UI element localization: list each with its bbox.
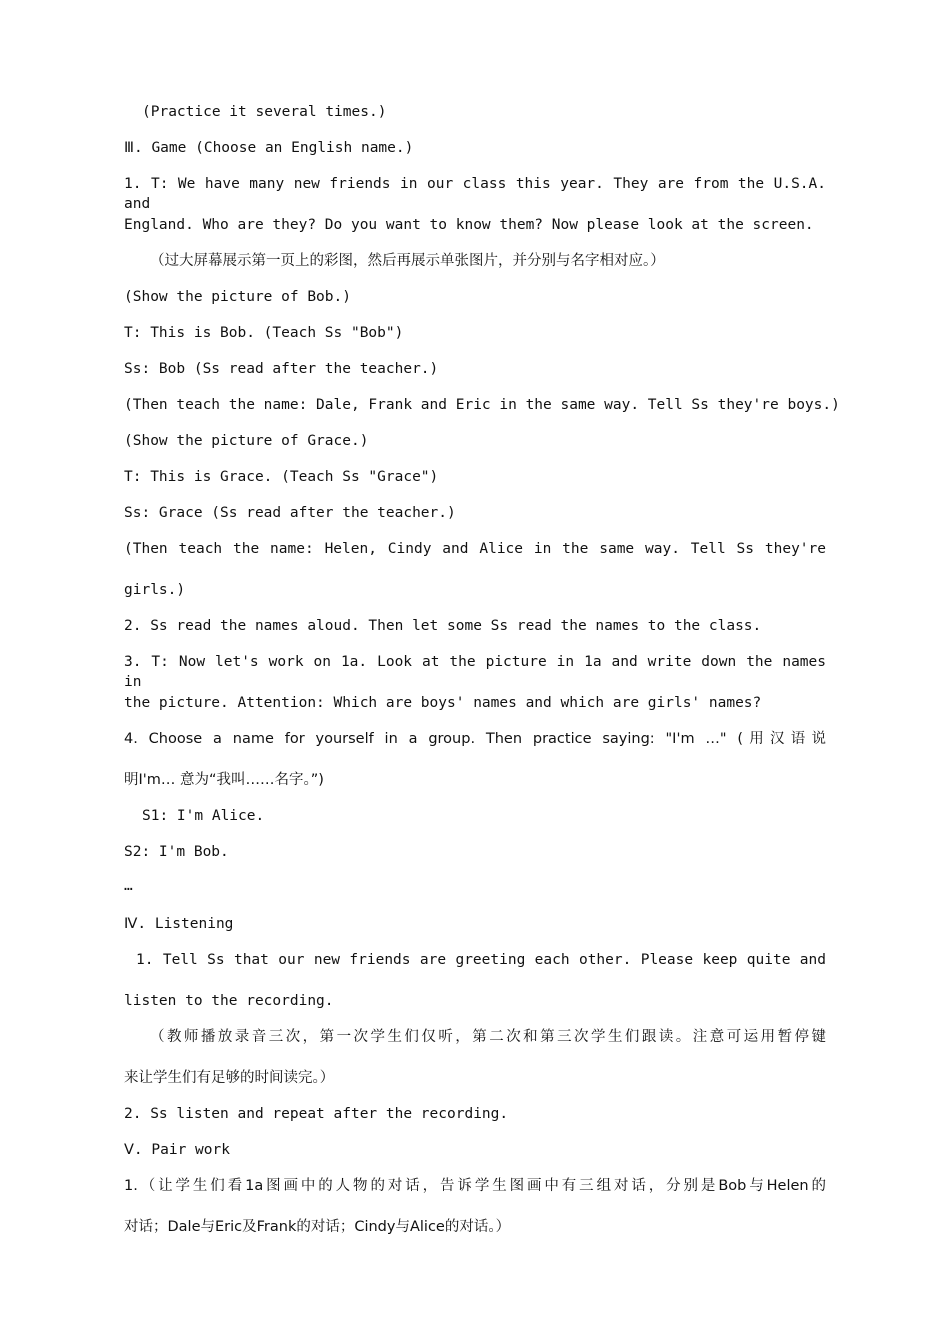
text-line: (Practice it several times.) xyxy=(142,104,387,120)
text-line: Ss: Grace (Ss read after the teacher.) xyxy=(124,505,456,521)
text-line: England. Who are they? Do you want to know them? Now please look at the screen. xyxy=(124,217,814,233)
text-line: 1. T: We have many new friends in our class this year. They are from the U.S.A. and xyxy=(124,176,826,212)
text-line: girls.) xyxy=(124,582,186,598)
text-line: 2. Ss read the names aloud. Then let some Ss read the names to the class. xyxy=(124,618,762,634)
text-line: (Show the picture of Grace.) xyxy=(124,433,369,449)
text-line: 2. Ss listen and repeat after the recording. xyxy=(124,1106,509,1122)
text-line: listen to the recording. xyxy=(124,993,334,1009)
text-line: 1. Tell Ss that our new friends are greeting each other. Please keep quite and xyxy=(136,952,826,968)
text-line: 3. T: Now let's work on 1a. Look at the picture in 1a and write down the names in xyxy=(124,654,826,690)
text-line: 明I'm… 意为“我叫……名字。”) xyxy=(124,772,324,788)
text-line: 对话；Dale与Eric及Frank的对话；Cindy与Alice的对话。） xyxy=(124,1219,511,1235)
text-line: 来让学生们有足够的时间读完。） xyxy=(124,1070,335,1086)
section-heading-pair-work: Ⅴ. Pair work xyxy=(124,1142,230,1158)
text-line: T: This is Grace. (Teach Ss "Grace") xyxy=(124,469,439,485)
text-line: Ss: Bob (Ss read after the teacher.) xyxy=(124,361,439,377)
text-line: 1.（让学生们看1a图画中的人物的对话，告诉学生图画中有三组对话，分别是Bob与Helen的 xyxy=(124,1178,826,1194)
text-line: T: This is Bob. (Teach Ss "Bob") xyxy=(124,325,404,341)
section-heading-game: Ⅲ. Game (Choose an English name.) xyxy=(124,140,414,156)
text-line: （教师播放录音三次，第一次学生们仅听，第二次和第三次学生们跟读。注意可运用暂停键 xyxy=(150,1029,826,1045)
text-line: the picture. Attention: Which are boys' names and which are girls' names? xyxy=(124,695,762,711)
section-heading-listening: Ⅳ. Listening xyxy=(124,916,234,932)
text-line: S1: I'm Alice. xyxy=(142,808,265,824)
text-line: （过大屏幕展示第一页上的彩图，然后再展示单张图片，并分别与名字相对应。） xyxy=(150,253,665,269)
text-line: 4. Choose a name for yourself in a group. Then practice saying: "I'm …" (用汉语说 xyxy=(124,731,826,747)
text-line: (Then teach the name: Dale, Frank and Eric in the same way. Tell Ss they're boys.) xyxy=(124,397,840,413)
text-line: S2: I'm Bob. xyxy=(124,844,229,860)
text-line: (Then teach the name: Helen, Cindy and Alice in the same way. Tell Ss they're xyxy=(124,541,826,557)
ellipsis-line: … xyxy=(124,878,133,894)
text-line: (Show the picture of Bob.) xyxy=(124,289,351,305)
